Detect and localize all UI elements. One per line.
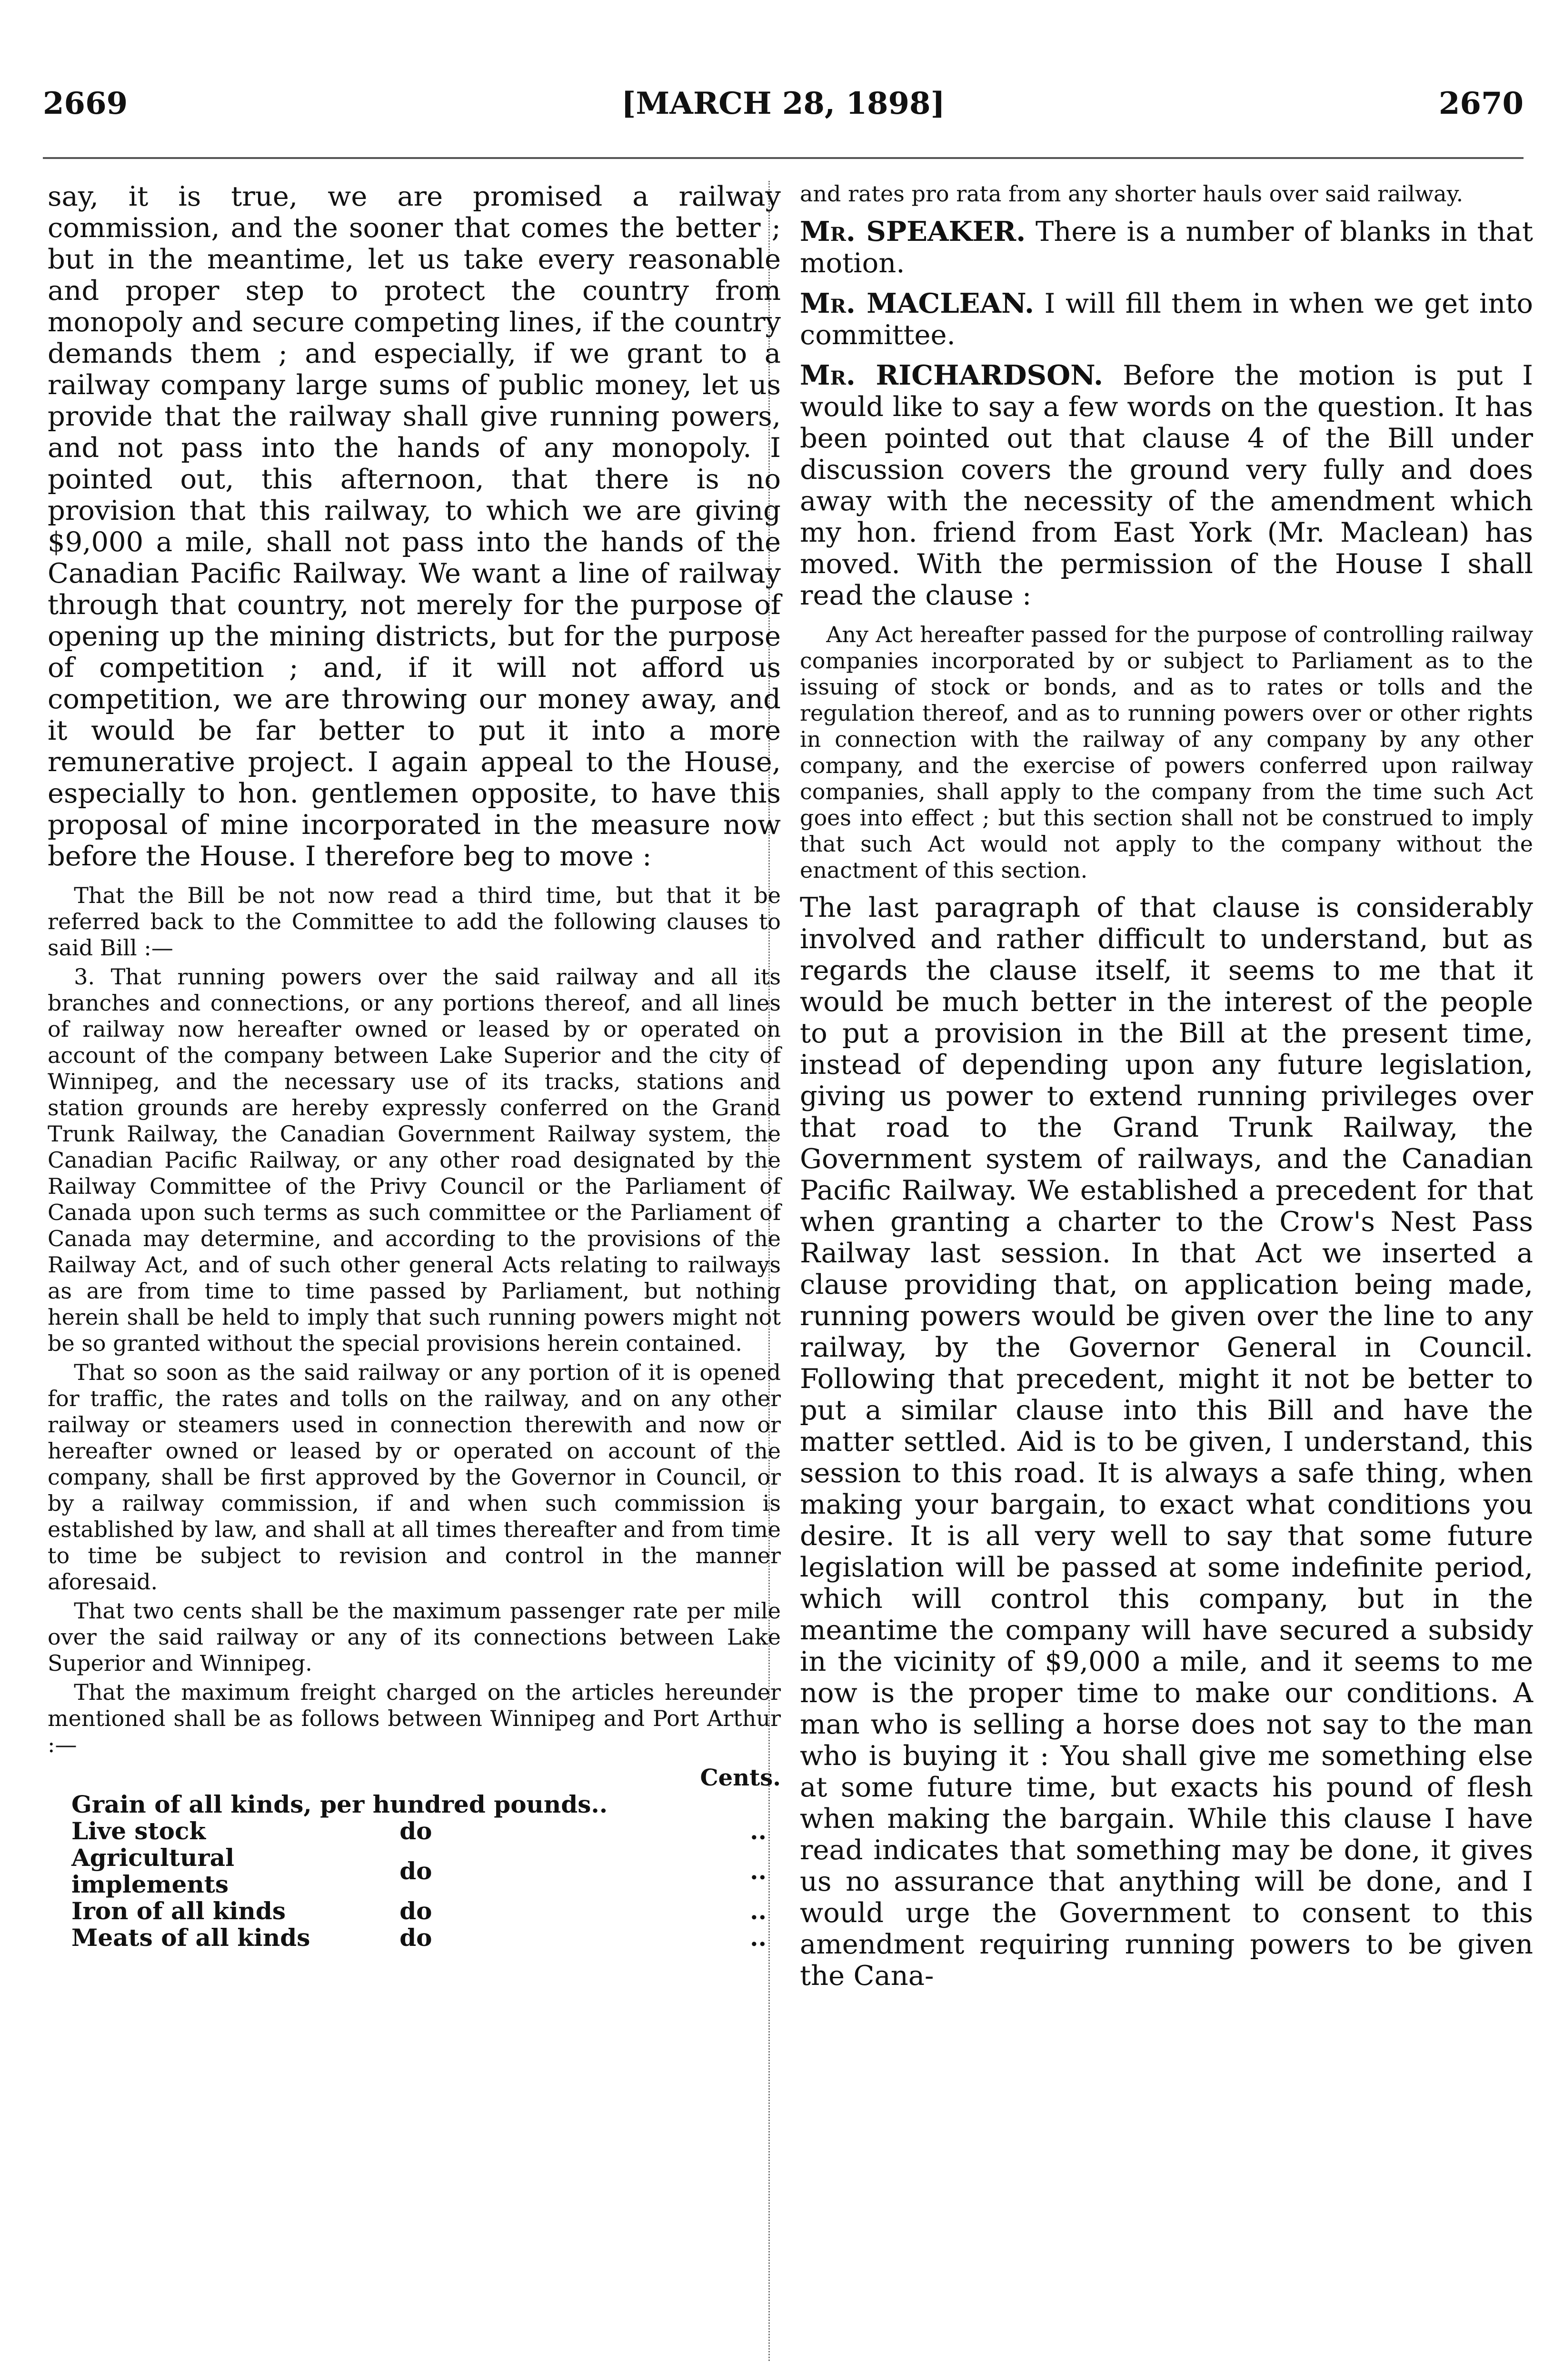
speech-richardson bbox=[800, 359, 1533, 611]
right-column bbox=[800, 181, 1533, 1992]
speech-text: I will fill them in when we get into committee. bbox=[800, 288, 1533, 351]
speech-text: Before the motion is put I would like to say a few words on the question. It has been pointed out that clause 4 of the Bill under discussion covers the ground very fully and does away with the necessity of the amendment which my hon. friend from East York (Mr. Maclean) has moved. With the permission of the House I shall read the clause : bbox=[800, 359, 1533, 611]
freight-item: Meats of all kinds bbox=[71, 1924, 310, 1952]
freight-unit: do bbox=[399, 1924, 432, 1952]
speech-text: There is a number of blanks in that motion. bbox=[800, 216, 1533, 279]
table-row bbox=[48, 1844, 781, 1898]
table-row bbox=[48, 1818, 781, 1844]
motion-continuation: and rates pro rata from any shorter hauls over said railway. bbox=[800, 181, 1464, 207]
speech-paragraph: say, it is true, we are promised a railway commission, and the sooner that comes the better ; but in the meantime, let us take every reasonable and proper step to protect the country from monopoly and secure competing lines, if the country demands them ; and especially, if we grant to a railway company large sums of public money, let us provide that the railway shall give running powers, and not pass into the hands of any monopoly. I pointed out, this afternoon, that there is no provision that this railway, to which we are giving $9,000 a mile, shall not pass into the hands of the Canadian Pacific Railway. We want a line of railway through that country, not merely for the purpose of opening up the mining districts, but for the purpose of competition ; and, if it will not afford us competition, we are throwing our money away, and it would be far better to put it into a more remunerative project. I again appeal to the House, especially to hon. gentlemen opposite, to have this proposal of mine incorporated in the measure now before the House. I therefore beg to move : bbox=[48, 180, 781, 872]
page-header bbox=[43, 86, 1524, 143]
freight-value: .. bbox=[750, 1817, 767, 1845]
clause-freight: That the maximum freight charged on the articles hereunder mentioned shall be as follows between Winnipeg and Port Arthur :— bbox=[48, 1679, 781, 1757]
freight-item: Iron of all kinds bbox=[71, 1897, 286, 1925]
freight-item: Live stock bbox=[71, 1817, 206, 1845]
speech-speaker bbox=[800, 216, 1533, 279]
freight-unit: do bbox=[399, 1817, 432, 1845]
speaker-name: Mr. RICHARDSON. bbox=[800, 359, 1104, 391]
table-row bbox=[48, 1791, 781, 1818]
clause-running-powers: 3. That running powers over the said railway and all its branches and connections, or any portions thereof, and all lines of railway now hereafter owned or leased by or operated on account of the company between Lake Superior and the city of Winnipeg, and the necessary use of its tracks, stations and station grounds are hereby expressly conferred on the Grand Trunk Railway, the Canadian Government Railway system, the Canadian Pacific Railway, or any other road designated by the Railway Committee of the Privy Council or the Parliament of Canada upon such terms as such committee or the Parliament of Canada may determine, and according to the provisions of the Railway Act, and of such other general Acts relating to railways as are from time to time passed by Parliament, but nothing herein shall be held to imply that such running powers might not be so granted without the special provisions herein contained. bbox=[48, 964, 781, 1356]
freight-value: .. bbox=[750, 1924, 767, 1952]
speaker-name: Mr. MACLEAN. bbox=[800, 287, 1034, 319]
freight-item: Agricultural implements bbox=[71, 1844, 235, 1898]
freight-value bbox=[664, 1791, 781, 1818]
freight-rates-table bbox=[48, 1791, 781, 1951]
header-rule bbox=[43, 157, 1524, 159]
speaker-name: Mr. SPEAKER. bbox=[800, 215, 1026, 248]
page-number-left: 2669 bbox=[43, 86, 128, 121]
cents-label: Cents. bbox=[700, 1765, 781, 1791]
quoted-clause-4: Any Act hereafter passed for the purpose of controlling railway companies incorporated by or subject to Parliament as to the issuing of stock or bonds, and as to rates or tolls and the regulation thereof, and as to running powers over or other rights in connection with the railway of any company by any other company, and the exercise of powers conferred upon railway companies, shall apply to the company from the time such Act goes into effect ; but this section shall not be construed to imply that such Act would not apply to the company without the enactment of this section. bbox=[800, 622, 1533, 883]
left-column bbox=[48, 181, 781, 1951]
clause-rates-tolls: That so soon as the said railway or any portion of it is opened for traffic, the rates and tolls on the railway, and on any other railway or steamers used in connection therewith and now or hereafter owned or leased by or operated on account of the company, shall be first approved by the Governor in Council, or by a railway commission, if and when such commission is established by law, and shall at all times thereafter and from time to time be subject to revision and control in the manner aforesaid. bbox=[48, 1359, 781, 1595]
speech-maclean bbox=[800, 288, 1533, 351]
clause-passenger-rate: That two cents shall be the maximum passenger rate per mile over the said railway or any of its connections between Lake Superior and Winnipeg. bbox=[48, 1598, 781, 1676]
speech-continuation: The last paragraph of that clause is considerably involved and rather difficult to understand, but as regards the clause itself, it seems to me that it would be much better in the interest of the people to put a provision in the Bill at the present time, instead of depending upon any future legislation, giving us power to extend running privileges over that road to the Grand Trunk Railway, the Government system of railways, and the Canadian Pacific Railway. We established a precedent for that when granting a charter to the Crow's Nest Pass Railway last session. In that Act we inserted a clause providing that, on application being made, running powers would be given over the line to any railway, by the Governor General in Council. Following that precedent, might it not be better to put a similar clause into this Bill and have the matter settled. Aid is to be given, I understand, this session to this road. It is always a safe thing, when making your bargain, to exact what conditions you desire. It is all very well to say that some future legislation will be passed at some indefinite period, which will control this company, but in the meantime the company will have secured a subsidy in the vicinity of $9,000 a mile, and it seems to me now is the proper time to make our conditions. A man who is selling a horse does not say to the man who is buying it : You shall give me something else at some future time, but exacts his pound of flesh when making the bargain. While this clause I have read indicates that something may be done, it gives us no assurance that anything will be done, and I would urge the Government to consent to this amendment requiring running powers to be given the Cana- bbox=[800, 892, 1533, 1992]
freight-value: .. bbox=[750, 1897, 767, 1925]
motion-intro: That the Bill be not now read a third time, but that it be referred back to the Committee to add the following clauses to said Bill :— bbox=[48, 883, 781, 961]
page-number-right: 2670 bbox=[1438, 86, 1524, 121]
table-row bbox=[48, 1898, 781, 1924]
freight-unit: do bbox=[399, 1857, 432, 1885]
freight-value: .. bbox=[750, 1857, 767, 1885]
header-date: [MARCH 28, 1898] bbox=[621, 86, 945, 121]
table-row bbox=[48, 1924, 781, 1951]
freight-unit: do bbox=[399, 1897, 432, 1925]
freight-item: Grain of all kinds, per hundred pounds.. bbox=[71, 1790, 608, 1818]
